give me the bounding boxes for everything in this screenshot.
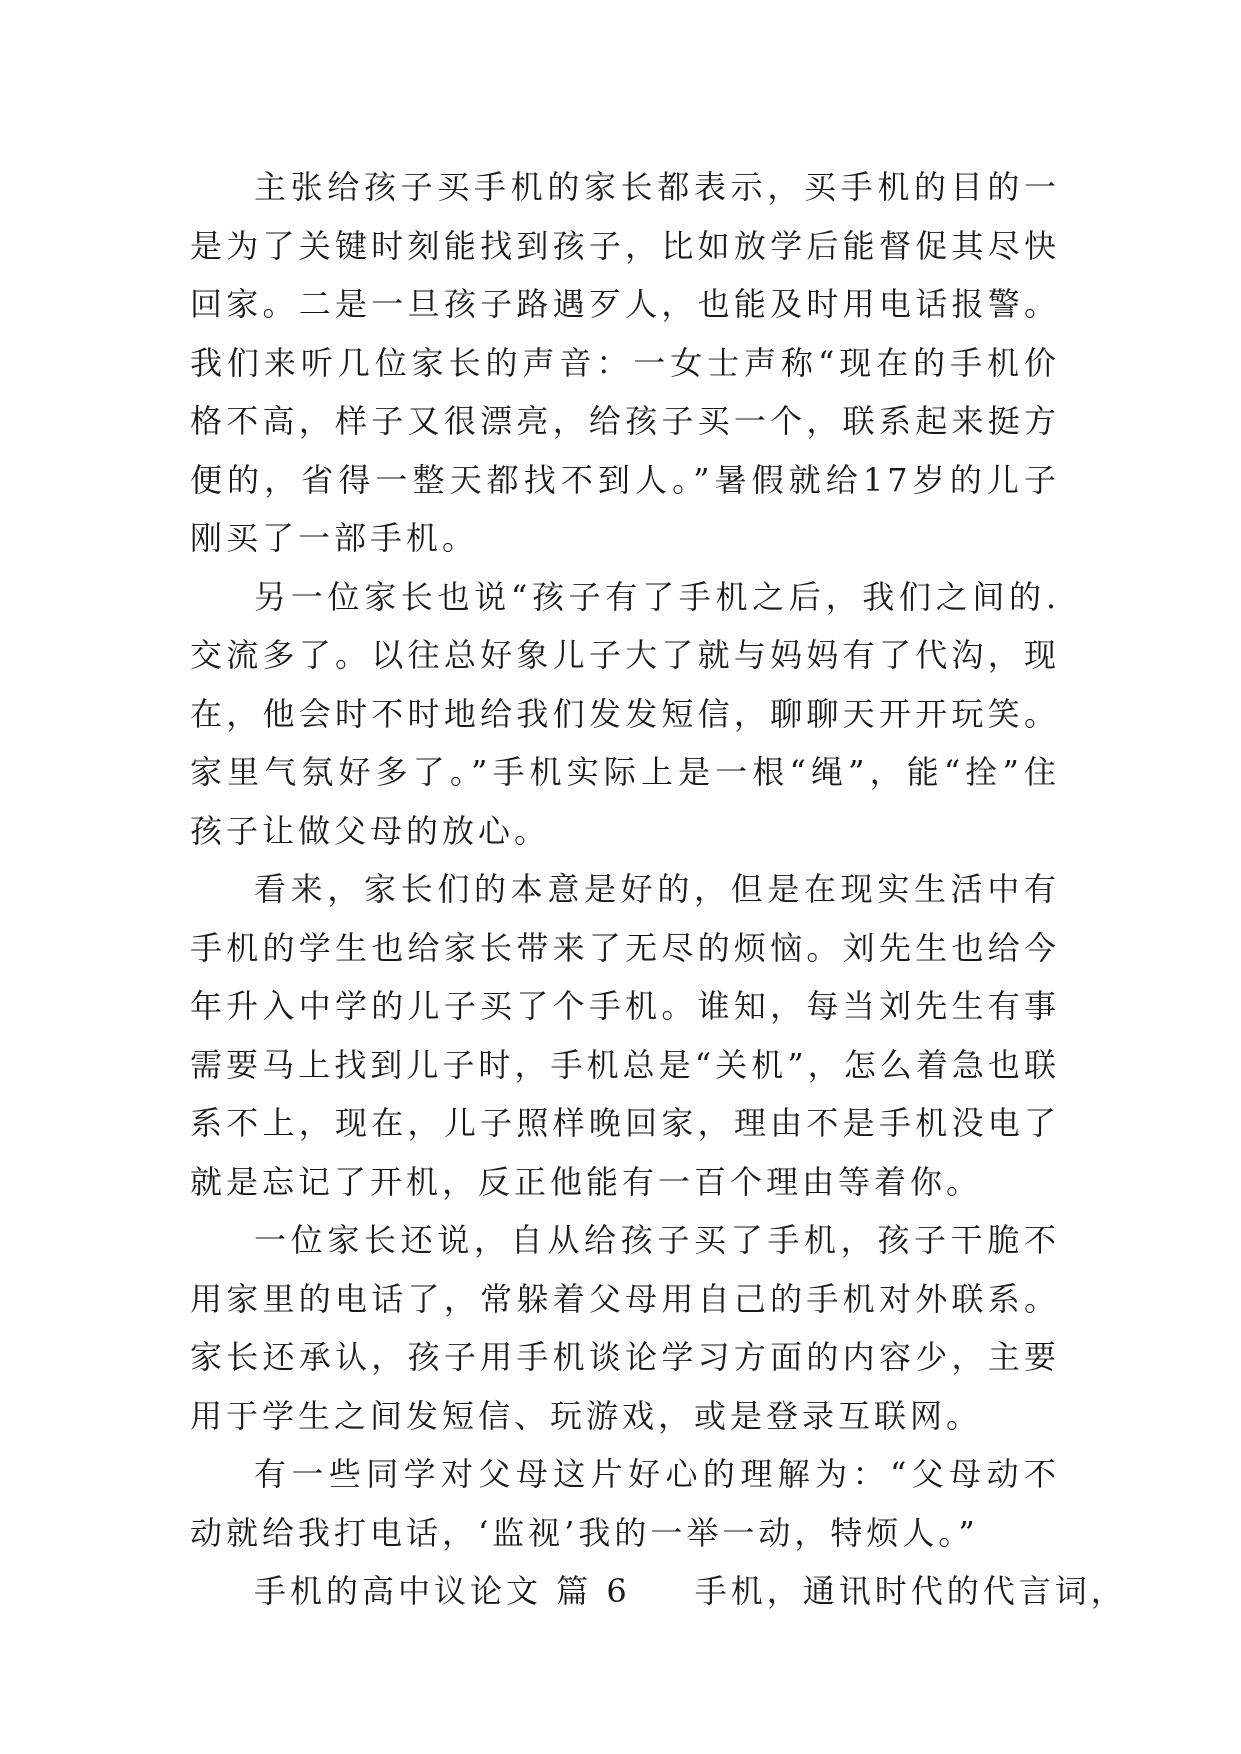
paragraph-4: 一位家长还说，自从给孩子买了手机，孩子干脆不用家里的电话了，常躲着父母用自己的手机对外联系。家长还承认，孩子用手机谈论学习方面的内容少，主要用于学生之间发短信、玩游戏，或是登录互联网。	[190, 1221, 1060, 1435]
section-lead: 手机，通讯时代的代言词，	[694, 1572, 1127, 1610]
section-heading-line	[190, 1562, 1127, 1621]
section-heading: 手机的高中议论文 篇 6	[254, 1572, 631, 1610]
document-body	[190, 158, 1127, 1621]
paragraph-3: 看来，家长们的本意是好的，但是在现实生活中有手机的学生也给家长带来了无尽的烦恼。刘先生也给今年升入中学的儿子买了个手机。谁知，每当刘先生有事需要马上找到儿子时，手机总是“关机”，怎么着急也联系不上，现在，儿子照样晚回家，理由不是手机没电了就是忘记了开机，反正他能有一百个理由等着你。	[190, 870, 1060, 1201]
paragraph-2: 另一位家长也说“孩子有了手机之后，我们之间的.交流多了。以往总好象儿子大了就与妈妈有了代沟，现在，他会时不时地给我们发发短信，聊聊天开开玩笑。家里气氛好多了。”手机实际上是一根“绳”，能“拴”住孩子让做父母的放心。	[190, 577, 1060, 850]
paragraph-5: 有一些同学对父母这片好心的理解为：“父母动不动就给我打电话，‘监视’我的一举一动，特烦人。”	[190, 1455, 1060, 1552]
paragraph-1: 主张给孩子买手机的家长都表示，买手机的目的一是为了关键时刻能找到孩子，比如放学后能督促其尽快回家。二是一旦孩子路遇歹人，也能及时用电话报警。我们来听几位家长的声音：一女士声称“现在的手机价格不高，样子又很漂亮，给孩子买一个，联系起来挺方便的，省得一整天都找不到人。”暑假就给17岁的儿子刚买了一部手机。	[190, 168, 1060, 557]
